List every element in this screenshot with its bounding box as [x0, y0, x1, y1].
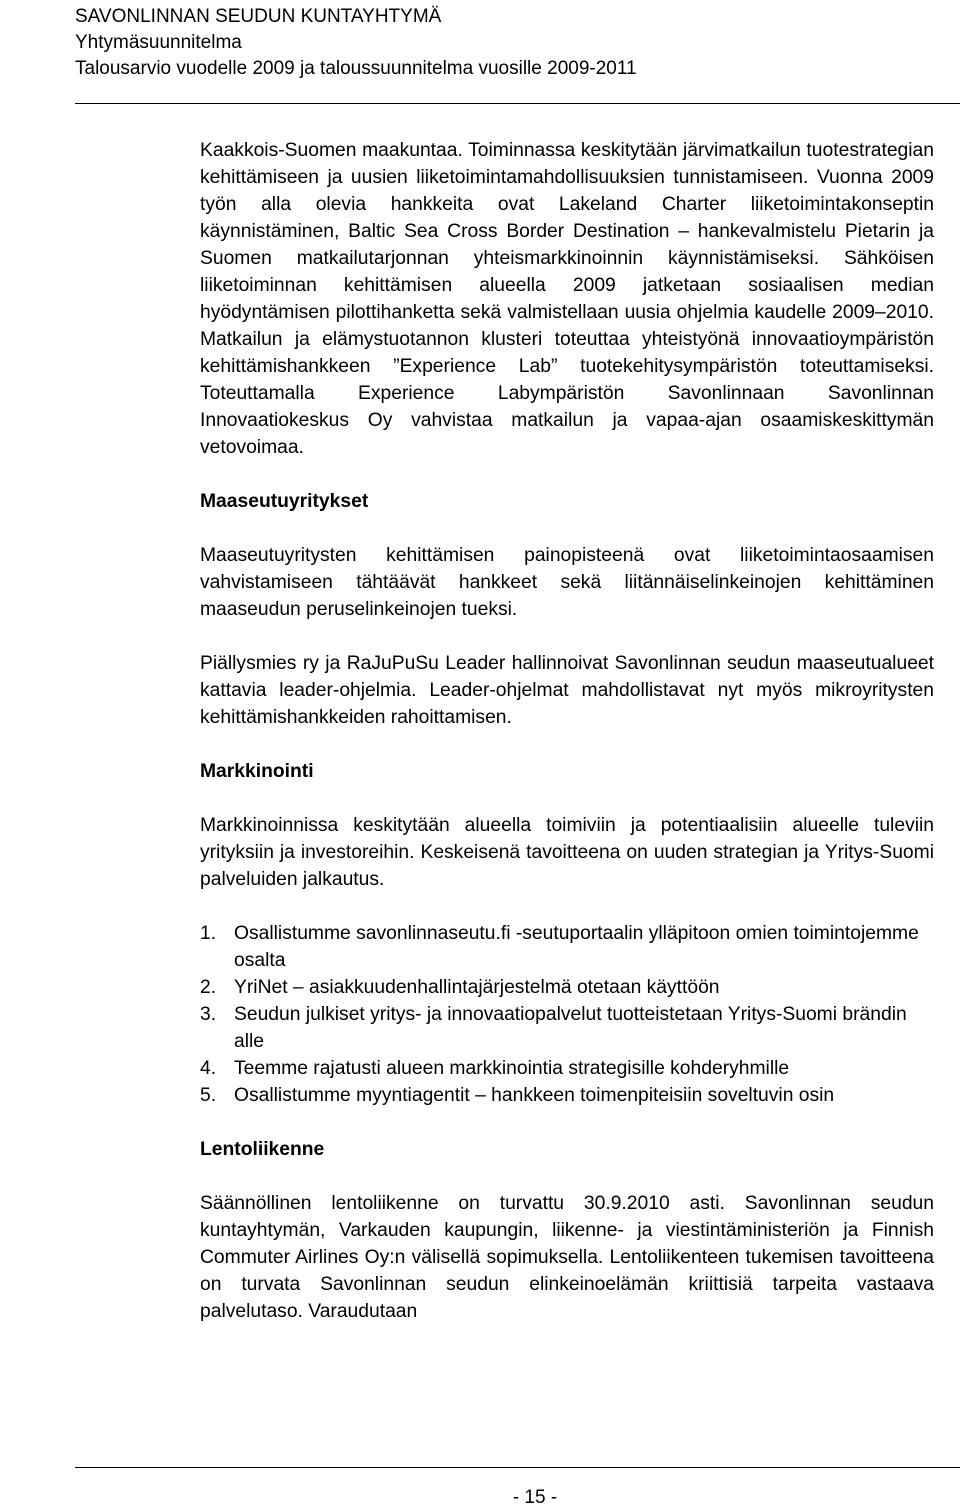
lentoliikenne-paragraph: Säännöllinen lentoliikenne on turvattu 30.9.2010 asti. Savonlinnan seudun kuntayhtymän, Varkauden kaupungin, liikenne- ja viestintäministeriön ja Finnish Commuter Airlines Oy:n välisellä sopimuksella. Lentoliikenteen tukemisen tavoitteena on turvata Savonlinnan seudun elinkeinoelämän kriittisiä tarpeita vastaava palvelutaso. Varaudutaan — [200, 1193, 934, 1322]
header-organization: SAVONLINNAN SEUDUN KUNTAYHTYMÄ — [75, 6, 442, 27]
list-item-number: 5. — [200, 1085, 217, 1106]
list-item — [200, 1001, 934, 1055]
markkinointi-paragraph: Markkinoinnissa keskitytään alueella toimiviin ja potentiaalisiin alueelle tuleviin yrityksiin ja investoreihin. Keskeisenä tavoitteena on uuden strategian ja Yritys-Suomi palveluiden jalkautus. — [200, 815, 934, 890]
list-item — [200, 1055, 934, 1082]
list-item-text: Seudun julkiset yritys- ja innovaatiopalvelut tuotteistetaan Yritys-Suomi brändin alle — [234, 1004, 907, 1052]
list-item-number: 3. — [200, 1004, 217, 1025]
page-number: - 15 - — [512, 1487, 558, 1508]
maaseutu-paragraph-2: Piällysmies ry ja RaJuPuSu Leader hallinnoivat Savonlinnan seudun maaseutualueet kattavia leader-ohjelmia. Leader-ohjelmat mahdollistavat nyt myös mikroyritysten kehittämishankkeiden rahoittamisen. — [200, 653, 934, 728]
list-item-text: Osallistumme myyntiagentit – hankkeen toimenpiteisiin soveltuvin osin — [234, 1085, 835, 1106]
list-item-number: 2. — [200, 977, 217, 998]
page-header — [75, 4, 637, 82]
list-item — [200, 974, 934, 1001]
intro-paragraph: Kaakkois-Suomen maakuntaa. Toiminnassa keskitytään järvimatkailun tuotestrategian kehittämiseen ja uusien liiketoimintamahdollisuuksien tunnistamiseen. Vuonna 2009 työn alla olevia hankkeita ovat Lakeland Charter liiketoimintakonseptin käynnistäminen, Baltic Sea Cross Border Destination – hankevalmistelu Pietarin ja Suomen matkailutarjonnan yhteismarkkinoinnin käynnistämiseksi. Sähköisen liiketoiminnan kehittämisen alueella 2009 jatketaan sosiaalisen median hyödyntämisen pilottihanketta sekä valmistellaan uusia ohjelmia kaudelle 2009–2010. Matkailun ja elämystuotannon klusteri toteuttaa yhteistyönä innovaatioympäristön kehittämishankkeen ”Experience Lab” tuotekehitysympäristön toteuttamiseksi. Toteuttamalla Experience Labympäristön Savonlinnaan Savonlinnan Innovaatiokeskus Oy vahvistaa matkailun ja vapaa-ajan osaamiskeskittymän vetovoimaa. — [200, 140, 934, 458]
list-item-text: Teemme rajatusti alueen markkinointia strategisille kohderyhmille — [234, 1058, 790, 1079]
section-heading-maaseutuyritykset: Maaseutuyritykset — [200, 491, 369, 512]
footer-divider — [75, 1467, 960, 1468]
markkinointi-list — [200, 920, 934, 1109]
page-body — [200, 137, 934, 1325]
section-heading-lentoliikenne: Lentoliikenne — [200, 1139, 325, 1160]
header-document-type: Yhtymäsuunnitelma — [75, 32, 242, 53]
header-document-title: Talousarvio vuodelle 2009 ja taloussuunnitelma vuosille 2009-2011 — [75, 58, 637, 79]
maaseutu-paragraph-1: Maaseutuyritysten kehittämisen painopisteenä ovat liiketoimintaosaamisen vahvistamiseen tähtäävät hankkeet sekä liitännäiselinkeinojen kehittäminen maaseudun peruselinkeinojen tueksi. — [200, 545, 934, 620]
list-item — [200, 920, 934, 974]
section-heading-markkinointi: Markkinointi — [200, 761, 314, 782]
list-item-text: YriNet – asiakkuudenhallintajärjestelmä otetaan käyttöön — [234, 977, 720, 998]
list-item — [200, 1082, 934, 1109]
list-item-number: 1. — [200, 923, 217, 944]
list-item-number: 4. — [200, 1058, 217, 1079]
list-item-text: Osallistumme savonlinnaseutu.fi -seutuportaalin ylläpitoon omien toimintojemme osalta — [234, 923, 919, 971]
header-divider — [75, 103, 960, 104]
